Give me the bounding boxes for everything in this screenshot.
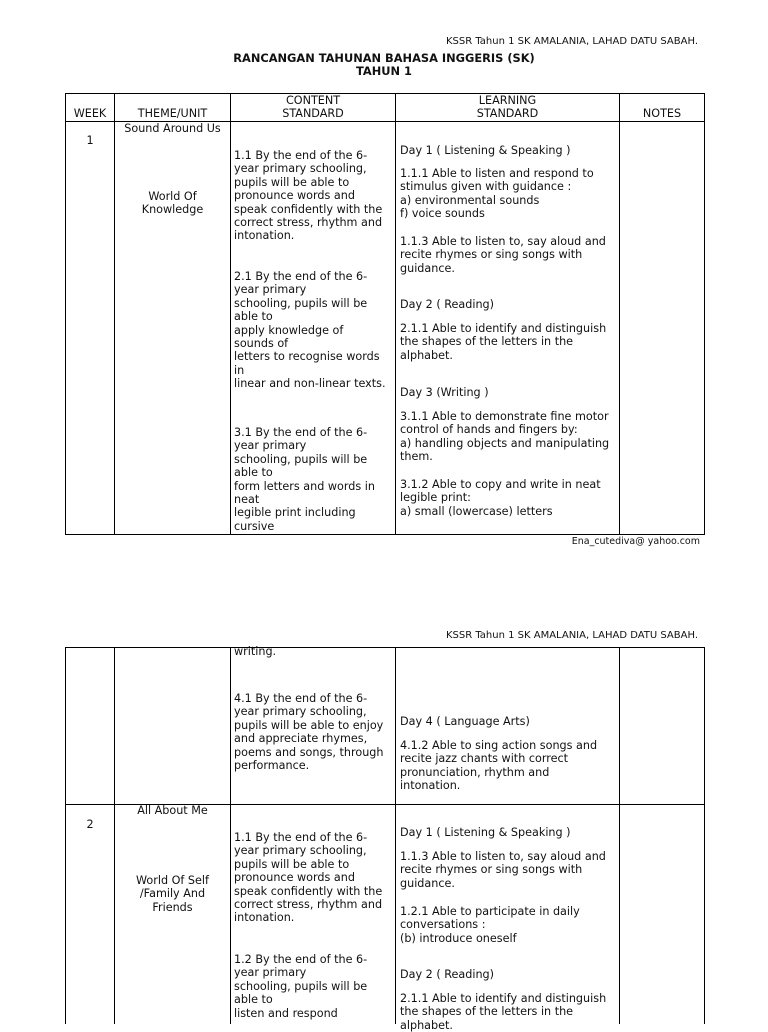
learning-standard-2-1-1: 2.1.1 Able to identify and distinguish the shapes of the letters in the alphabet. [400,322,607,362]
document-title: RANCANGAN TAHUNAN BAHASA INGGERIS (SK) [233,51,535,65]
column-divider [230,93,231,535]
school-header: KSSR Tahun 1 SK AMALANIA, LAHAD DATU SABAH. [445,36,698,47]
column-header-content-standard: CONTENT STANDARD [282,94,344,120]
column-divider [704,647,705,1024]
theme-name: World Of Self /Family And Friends [136,874,209,914]
week-number: 2 [86,818,94,831]
content-standard-continued: writing. [234,645,277,658]
content-standard-2-1: 2.1 By the end of the 6- year primary schooling, pupils will be able to apply knowledge of sounds of letters to recognise words in linear and non-linear texts. [234,270,386,391]
content-standard-3-1: 3.1 By the end of the 6- year primary schooling, pupils will be able to form letters and words in neat legible print including cursive [234,426,375,533]
learning-standard-4-1-2: 4.1.2 Able to sing action songs and recite jazz chants with correct pronunciation, rhythm and intonation. [400,739,598,793]
column-divider [619,647,620,1024]
learning-standard-1-1-1: 1.1.1 Able to listen and respond to stimulus given with guidance : a) environmental sounds f) voice sounds [400,167,594,221]
column-divider [114,647,115,1024]
column-header-notes: NOTES [642,107,682,120]
theme-name: World Of Knowledge [141,190,204,217]
learning-standard-1-1-3: 1.1.3 Able to listen to, say aloud and recite rhymes or sing songs with guidance. [400,850,606,890]
document-subtitle: TAHUN 1 [356,64,412,78]
column-divider [114,93,115,535]
day-1-label: Day 1 ( Listening & Speaking ) [400,144,571,157]
unit-title: Sound Around Us [124,122,221,135]
day-2-label: Day 2 ( Reading) [400,298,495,311]
column-divider [230,647,231,1024]
column-header-week: WEEK [73,107,107,120]
day-2-label: Day 2 ( Reading) [400,968,495,981]
content-standard-1-1: 1.1 By the end of the 6- year primary schooling, pupils will be able to pronounce words and speak confidently with the correct stress, rhythm and intonation. [234,149,383,243]
column-divider [395,93,396,535]
day-3-label: Day 3 (Writing ) [400,386,489,399]
column-divider [395,647,396,1024]
content-standard-1-1: 1.1 By the end of the 6- year primary schooling, pupils will be able to pronounce words and speak confidently with the correct stress, rhythm and intonation. [234,831,383,925]
learning-standard-1-1-3: 1.1.3 Able to listen to, say aloud and recite rhymes or sing songs with guidance. [400,235,606,275]
content-standard-4-1: 4.1 By the end of the 6- year primary schooling, pupils will be able to enjoy and appreciate rhymes, poems and songs, through performance. [234,692,384,773]
day-1-label: Day 1 ( Listening & Speaking ) [400,826,571,839]
school-header-page2: KSSR Tahun 1 SK AMALANIA, LAHAD DATU SABAH. [445,630,698,641]
column-divider [65,647,66,1024]
footer-email: Ena_cutediva@ yahoo.com [571,536,700,547]
learning-standard-1-2-1: 1.2.1 Able to participate in daily conversations : (b) introduce oneself [400,905,580,945]
learning-standard-3-1-2: 3.1.2 Able to copy and write in neat legible print: a) small (lowercase) letters [400,478,601,518]
column-divider [65,93,66,535]
learning-standard-2-1-1: 2.1.1 Able to identify and distinguish the shapes of the letters in the alphabet. [400,992,607,1032]
unit-title: All About Me [137,804,208,817]
column-header-theme: THEME/UNIT [137,107,208,120]
column-divider [619,93,620,535]
content-standard-1-2: 1.2 By the end of the 6- year primary schooling, pupils will be able to listen and respond [234,953,368,1020]
learning-standard-3-1-1: 3.1.1 Able to demonstrate fine motor control of hands and fingers by: a) handling objects and manipulating them. [400,410,610,464]
day-4-label: Day 4 ( Language Arts) [400,715,530,728]
week-number: 1 [86,134,94,147]
column-divider [704,93,705,535]
column-header-learning-standard: LEARNING STANDARD [476,94,539,120]
